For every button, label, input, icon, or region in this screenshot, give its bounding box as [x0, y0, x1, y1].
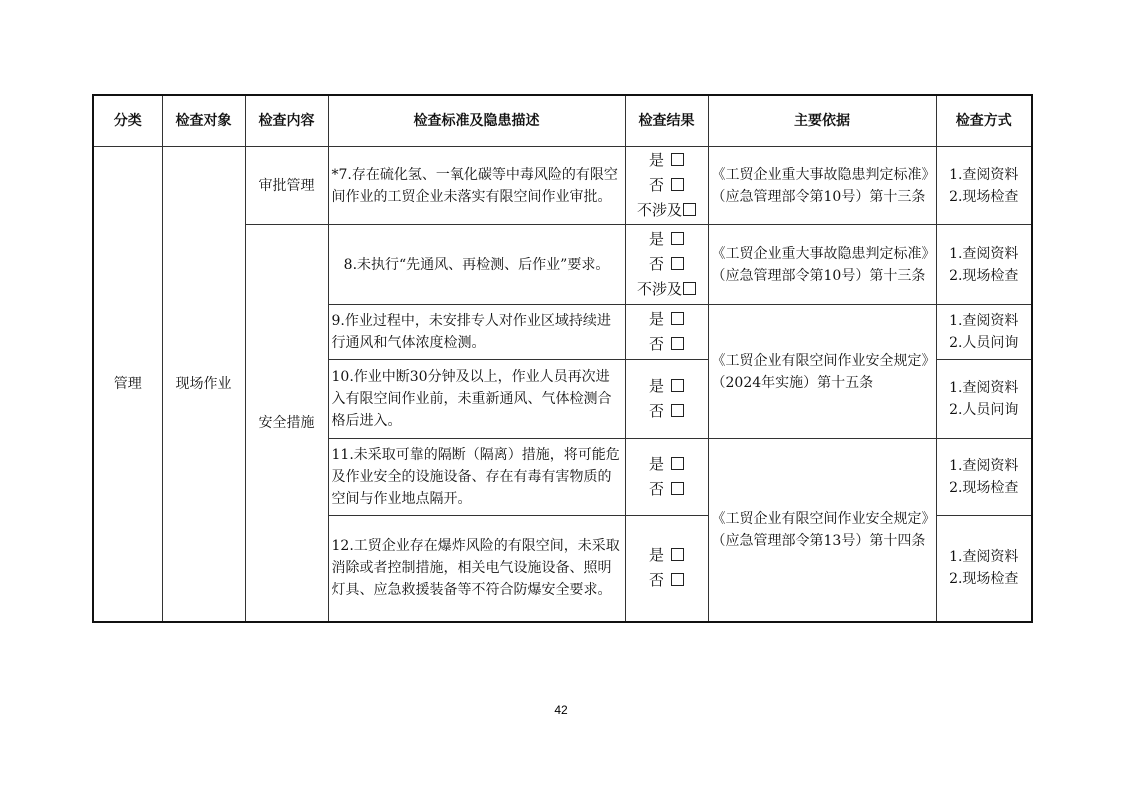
checkbox-icon[interactable] — [671, 337, 684, 350]
result-label: 不涉及 — [636, 201, 682, 219]
standard-cell: 9.作业过程中，未安排专人对作业区域持续进行通风和气体浓度检测。 — [328, 305, 625, 360]
result-label: 否 — [648, 255, 664, 273]
method-cell — [936, 516, 1032, 622]
header-basis: 主要依据 — [708, 95, 936, 147]
basis-cell: 《工贸企业重大事故隐患判定标准》（应急管理部令第10号）第十三条 — [708, 147, 936, 225]
content-cell-approval: 审批管理 — [245, 147, 328, 225]
result-cell — [625, 305, 708, 360]
result-cell — [625, 147, 708, 225]
result-label: 是 — [648, 230, 664, 248]
result-label: 否 — [648, 571, 664, 590]
header-object: 检查对象 — [162, 95, 245, 147]
content-cell-safety: 安全措施 — [245, 225, 328, 622]
method-cell — [936, 360, 1032, 439]
header-result: 检查结果 — [625, 95, 708, 147]
header-method: 检查方式 — [936, 95, 1032, 147]
method-item: 1.查阅资料 — [949, 245, 1019, 262]
table-row — [93, 147, 1032, 225]
method-item: 2.现场检查 — [949, 571, 1019, 588]
result-option-na[interactable] — [629, 198, 705, 223]
method-cell — [936, 147, 1032, 225]
checkbox-icon[interactable] — [671, 232, 684, 245]
result-option-yes[interactable] — [629, 543, 705, 568]
checkbox-icon[interactable] — [683, 203, 696, 216]
result-option-no[interactable] — [629, 173, 705, 198]
checkbox-icon[interactable] — [671, 573, 684, 586]
result-label: 否 — [648, 402, 664, 420]
result-label: 否 — [648, 480, 664, 498]
result-label: 否 — [648, 176, 664, 194]
method-item: 1.查阅资料 — [949, 166, 1019, 183]
checkbox-icon[interactable] — [671, 257, 684, 270]
result-option-yes[interactable] — [629, 452, 705, 477]
method-item: 2.现场检查 — [949, 267, 1019, 284]
result-option-no[interactable] — [629, 332, 705, 357]
result-option-no[interactable] — [629, 399, 705, 424]
result-option-yes[interactable] — [629, 227, 705, 252]
inspection-table — [92, 94, 1033, 623]
result-option-na[interactable] — [629, 277, 705, 302]
method-item: 2.人员问询 — [949, 335, 1019, 351]
checkbox-icon[interactable] — [671, 404, 684, 417]
method-cell — [936, 305, 1032, 360]
result-label: 是 — [648, 377, 664, 395]
page-number: 42 — [554, 703, 568, 717]
method-item: 1.查阅资料 — [949, 549, 1019, 566]
checkbox-icon[interactable] — [683, 282, 696, 295]
checkbox-icon[interactable] — [671, 548, 684, 561]
checkbox-icon[interactable] — [671, 457, 684, 470]
checkbox-icon[interactable] — [671, 312, 684, 325]
method-item: 2.人员问询 — [949, 402, 1019, 418]
standard-cell: *7.存在硫化氢、一氧化碳等中毒风险的有限空间作业的工贸企业未落实有限空间作业审批。 — [328, 147, 625, 225]
result-label: 是 — [648, 546, 664, 565]
result-option-yes[interactable] — [629, 148, 705, 173]
basis-cell-merged: 《工贸企业有限空间作业安全规定》（2024年实施）第十五条 — [708, 305, 936, 439]
result-cell — [625, 360, 708, 439]
method-item: 1.查阅资料 — [949, 313, 1019, 329]
result-label: 是 — [648, 455, 664, 473]
header-row — [93, 95, 1032, 147]
basis-cell: 《工贸企业重大事故隐患判定标准》（应急管理部令第10号）第十三条 — [708, 225, 936, 305]
result-cell — [625, 225, 708, 305]
result-option-yes[interactable] — [629, 374, 705, 399]
basis-cell-merged: 《工贸企业有限空间作业安全规定》（应急管理部令第13号）第十四条 — [708, 439, 936, 622]
result-label: 不涉及 — [636, 280, 682, 298]
method-cell — [936, 225, 1032, 305]
standard-cell: 11.未采取可靠的隔断（隔离）措施，将可能危及作业安全的设施设备、存在有毒有害物质的空间与作业地点隔开。 — [328, 439, 625, 516]
object-cell: 现场作业 — [162, 147, 245, 622]
standard-cell: 8.未执行“先通风、再检测、后作业”要求。 — [328, 225, 625, 305]
checkbox-icon[interactable] — [671, 482, 684, 495]
category-cell: 管理 — [93, 147, 162, 622]
standard-cell: 10.作业中断30分钟及以上，作业人员再次进入有限空间作业前，未重新通风、气体检测合格后进入。 — [328, 360, 625, 439]
checkbox-icon[interactable] — [671, 178, 684, 191]
method-cell — [936, 439, 1032, 516]
checkbox-icon[interactable] — [671, 153, 684, 166]
header-standard: 检查标准及隐患描述 — [328, 95, 625, 147]
result-label: 是 — [648, 151, 664, 169]
result-cell — [625, 516, 708, 622]
header-content: 检查内容 — [245, 95, 328, 147]
result-option-no[interactable] — [629, 477, 705, 502]
method-item: 1.查阅资料 — [949, 380, 1019, 396]
result-option-yes[interactable] — [629, 307, 705, 332]
header-category: 分类 — [93, 95, 162, 147]
result-label: 否 — [648, 335, 664, 353]
standard-cell: 12.工贸企业存在爆炸风险的有限空间，未采取消除或者控制措施，相关电气设施设备、照明灯具、应急救援装备等不符合防爆安全要求。 — [328, 516, 625, 622]
result-cell — [625, 439, 708, 516]
method-item: 2.现场检查 — [949, 188, 1019, 205]
result-option-no[interactable] — [629, 252, 705, 277]
checkbox-icon[interactable] — [671, 379, 684, 392]
result-label: 是 — [648, 310, 664, 328]
method-item: 1.查阅资料 — [949, 458, 1019, 474]
result-option-no[interactable] — [629, 568, 705, 593]
method-item: 2.现场检查 — [949, 480, 1019, 496]
